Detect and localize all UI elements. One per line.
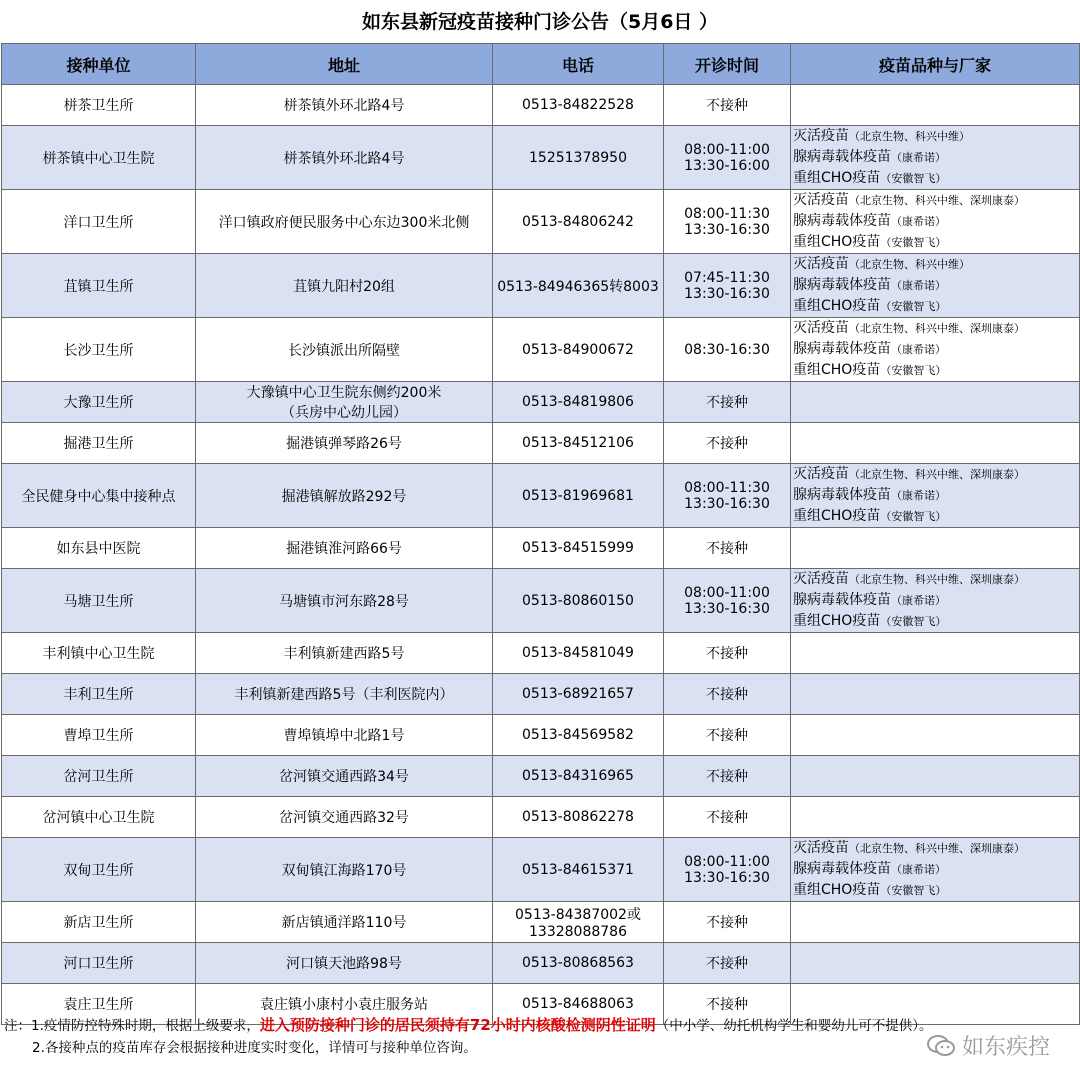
header-vaccines: 疫苗品种与厂家 — [791, 44, 1080, 85]
address-cell — [196, 464, 493, 528]
address-cell — [196, 674, 493, 715]
phone-cell — [493, 423, 664, 464]
hours-line: 13:30-16:00 — [684, 157, 770, 174]
phone-cell — [493, 797, 664, 838]
vaccine-name: 腺病毒载体疫苗 — [793, 861, 891, 877]
phone-line: 13328088786 — [529, 924, 627, 940]
vaccine-name: 腺病毒载体疫苗 — [793, 277, 891, 293]
vaccine-cell — [791, 756, 1080, 797]
vaccine-name: 重组CHO疫苗 — [793, 613, 881, 629]
address-cell — [196, 528, 493, 569]
address-line: 苴镇九阳村20组 — [293, 278, 395, 295]
phone-line: 0513-68921657 — [522, 686, 634, 702]
address-line: 丰利镇新建西路5号 — [283, 646, 405, 662]
unit-name: 大豫卫生所 — [63, 395, 134, 411]
address-line: （兵房中心幼儿园） — [281, 405, 407, 421]
phone-cell — [493, 674, 664, 715]
unit-cell — [2, 254, 196, 318]
hours-line: 不接种 — [706, 810, 748, 826]
vaccine-cell — [791, 715, 1080, 756]
table-row — [2, 464, 1080, 528]
vaccine-maker: （康希诺） — [891, 215, 946, 228]
hours-line: 不接种 — [706, 541, 748, 557]
address-cell — [196, 797, 493, 838]
hours-cell — [664, 190, 791, 254]
note-line-2: 2.各接种点的疫苗库存会根据接种进度实时变化，详情可与接种单位咨询。 — [32, 1040, 477, 1056]
watermark-text: 如东疾控 — [961, 1035, 1050, 1060]
phone-line: 0513-81969681 — [522, 487, 634, 504]
table-row — [2, 382, 1080, 423]
unit-name: 河口卫生所 — [63, 956, 134, 972]
vaccine-cell — [791, 423, 1080, 464]
hours-cell — [664, 254, 791, 318]
address-line: 河口镇天池路98号 — [286, 956, 402, 972]
hours-cell — [664, 85, 791, 126]
vaccine-cell — [791, 190, 1080, 254]
phone-line: 0513-84387002或 — [515, 907, 641, 923]
vaccine-cell — [791, 943, 1080, 984]
vaccine-maker: （安徽智飞） — [880, 615, 947, 628]
address-line: 新店镇通洋路110号 — [281, 915, 407, 931]
hours-line: 不接种 — [706, 98, 748, 114]
vaccine-name: 重组CHO疫苗 — [793, 170, 881, 186]
vaccine-cell — [791, 382, 1080, 423]
address-line: 岔河镇交通西路32号 — [279, 810, 409, 826]
vaccine-cell — [791, 126, 1080, 190]
hours-line: 不接种 — [706, 728, 748, 744]
vaccine-line — [793, 339, 1079, 360]
vaccine-line — [793, 464, 1079, 485]
unit-cell — [2, 943, 196, 984]
address-line: 马塘镇市河东路28号 — [279, 593, 409, 610]
unit-cell — [2, 464, 196, 528]
table-row — [2, 674, 1080, 715]
unit-cell — [2, 756, 196, 797]
address-cell — [196, 756, 493, 797]
address-cell — [196, 943, 493, 984]
vaccine-line — [793, 611, 1079, 632]
address-cell — [196, 633, 493, 674]
hours-line: 13:30-16:30 — [684, 495, 770, 512]
address-cell — [196, 85, 493, 126]
phone-line: 0513-80860150 — [522, 592, 634, 609]
vaccine-maker: （北京生物、科兴中维） — [849, 130, 970, 143]
table-row — [2, 943, 1080, 984]
hours-cell — [664, 715, 791, 756]
phone-cell — [493, 633, 664, 674]
address-cell — [196, 838, 493, 902]
hours-line: 不接种 — [706, 956, 748, 972]
address-cell — [196, 254, 493, 318]
unit-name: 马塘卫生所 — [63, 593, 134, 610]
table-row — [2, 797, 1080, 838]
phone-line: 0513-84615371 — [522, 861, 634, 878]
vaccine-name: 重组CHO疫苗 — [793, 882, 881, 898]
hours-line: 08:30-16:30 — [684, 341, 770, 358]
vaccine-maker: （北京生物、科兴中维） — [849, 258, 970, 271]
note-line-1 — [4, 1014, 1080, 1037]
unit-name: 岔河镇中心卫生院 — [42, 810, 155, 826]
address-line: 洋口镇政府便民服务中心东边300米北侧 — [218, 214, 470, 231]
phone-cell — [493, 569, 664, 633]
table-header-row — [2, 44, 1080, 85]
unit-name: 全民健身中心集中接种点 — [21, 488, 176, 505]
vaccine-maker: （康希诺） — [891, 279, 946, 292]
phone-line: 0513-84569582 — [522, 727, 634, 743]
table-row — [2, 190, 1080, 254]
vaccine-name: 灭活疫苗 — [793, 466, 849, 482]
vaccine-maker: （康希诺） — [891, 151, 946, 164]
vaccine-maker: （北京生物、科兴中维、深圳康泰） — [849, 322, 1025, 335]
vaccine-name: 腺病毒载体疫苗 — [793, 487, 891, 503]
hours-cell — [664, 902, 791, 943]
vaccine-maker: （安徽智飞） — [880, 884, 947, 897]
vaccine-maker: （北京生物、科兴中维、深圳康泰） — [849, 573, 1025, 586]
table-row — [2, 423, 1080, 464]
hours-line: 不接种 — [706, 769, 748, 785]
vaccine-cell — [791, 528, 1080, 569]
watermark — [926, 1030, 1050, 1061]
table-row — [2, 569, 1080, 633]
address-line: 掘港镇淮河路66号 — [286, 541, 402, 557]
vaccine-maker: （康希诺） — [891, 594, 946, 607]
vaccine-maker: （康希诺） — [891, 489, 946, 502]
phone-line: 0513-84316965 — [522, 768, 634, 784]
unit-name: 苴镇卫生所 — [63, 278, 134, 295]
unit-cell — [2, 797, 196, 838]
address-line: 大豫镇中心卫生院东侧约200米 — [246, 385, 442, 401]
address-line: 曹埠镇埠中北路1号 — [283, 728, 405, 744]
table-row — [2, 715, 1080, 756]
address-cell — [196, 423, 493, 464]
vaccine-line — [793, 590, 1079, 611]
vaccine-name: 腺病毒载体疫苗 — [793, 341, 891, 357]
unit-name: 长沙卫生所 — [63, 342, 134, 359]
hours-cell — [664, 838, 791, 902]
phone-line: 0513-84512106 — [522, 435, 634, 451]
header-phone: 电话 — [493, 44, 664, 85]
phone-line: 0513-80862278 — [522, 809, 634, 825]
unit-name: 栟茶镇中心卫生院 — [42, 150, 155, 167]
unit-name: 丰利镇中心卫生院 — [42, 646, 155, 662]
phone-cell — [493, 528, 664, 569]
vaccine-name: 灭活疫苗 — [793, 192, 849, 208]
unit-name: 新店卫生所 — [63, 915, 134, 931]
vaccine-line — [793, 485, 1079, 506]
vaccine-line — [793, 360, 1079, 381]
unit-cell — [2, 528, 196, 569]
hours-line: 不接种 — [706, 436, 748, 452]
vaccine-line — [793, 275, 1079, 296]
unit-cell — [2, 126, 196, 190]
vaccine-cell — [791, 902, 1080, 943]
hours-line: 不接种 — [706, 395, 748, 411]
phone-line: 0513-84515999 — [522, 540, 634, 556]
vaccine-name: 重组CHO疫苗 — [793, 362, 881, 378]
phone-line: 0513-84946365转8003 — [497, 278, 659, 295]
address-line: 掘港镇解放路292号 — [281, 488, 407, 505]
address-cell — [196, 318, 493, 382]
address-cell — [196, 569, 493, 633]
unit-cell — [2, 838, 196, 902]
hours-line: 13:30-16:30 — [684, 600, 770, 617]
hours-cell — [664, 674, 791, 715]
phone-cell — [493, 756, 664, 797]
phone-cell — [493, 382, 664, 423]
address-line: 丰利镇新建西路5号（丰利医院内） — [234, 687, 454, 703]
vaccine-name: 灭活疫苗 — [793, 571, 849, 587]
vaccine-cell — [791, 569, 1080, 633]
phone-line: 15251378950 — [529, 149, 627, 166]
vaccine-maker: （北京生物、科兴中维、深圳康泰） — [849, 194, 1025, 207]
unit-cell — [2, 423, 196, 464]
hours-line: 13:30-16:30 — [684, 285, 770, 302]
unit-cell — [2, 190, 196, 254]
unit-name: 栟茶卫生所 — [63, 98, 134, 114]
notes — [4, 1014, 1080, 1059]
vaccine-line — [793, 126, 1079, 147]
hours-cell — [664, 528, 791, 569]
vaccine-line — [793, 506, 1079, 527]
vaccine-cell — [791, 85, 1080, 126]
vaccine-line — [793, 232, 1079, 253]
address-line: 双甸镇江海路170号 — [281, 862, 407, 879]
vaccine-cell — [791, 318, 1080, 382]
address-cell — [196, 190, 493, 254]
vaccine-maker: （安徽智飞） — [880, 236, 947, 249]
vaccine-line — [793, 147, 1079, 168]
hours-line: 不接种 — [706, 997, 748, 1013]
hours-line: 08:00-11:00 — [684, 584, 770, 601]
vaccine-line — [793, 318, 1079, 339]
vaccine-maker: （安徽智飞） — [880, 364, 947, 377]
vaccine-name: 灭活疫苗 — [793, 128, 849, 144]
hours-cell — [664, 569, 791, 633]
phone-cell — [493, 318, 664, 382]
address-cell — [196, 382, 493, 423]
hours-line: 08:00-11:00 — [684, 141, 770, 158]
unit-cell — [2, 633, 196, 674]
vaccine-line — [793, 838, 1079, 859]
vaccine-name: 灭活疫苗 — [793, 256, 849, 272]
table-row — [2, 528, 1080, 569]
hours-cell — [664, 464, 791, 528]
phone-line: 0513-84806242 — [522, 213, 634, 230]
hours-cell — [664, 126, 791, 190]
note-1-suffix: （中小学、幼托机构学生和婴幼儿可不提供）。 — [655, 1018, 933, 1034]
unit-name: 双甸卫生所 — [63, 862, 134, 879]
phone-line: 0513-80868563 — [522, 955, 634, 971]
hours-line: 不接种 — [706, 646, 748, 662]
address-line: 掘港镇弹琴路26号 — [286, 436, 402, 452]
vaccine-line — [793, 168, 1079, 189]
address-cell — [196, 126, 493, 190]
vaccine-line — [793, 880, 1079, 901]
phone-cell — [493, 464, 664, 528]
vaccine-maker: （安徽智飞） — [880, 172, 947, 185]
vaccine-cell — [791, 464, 1080, 528]
vaccine-line — [793, 211, 1079, 232]
table-row — [2, 254, 1080, 318]
vaccine-maker: （北京生物、科兴中维、深圳康泰） — [849, 468, 1025, 481]
unit-name: 掘港卫生所 — [63, 436, 134, 452]
header-unit: 接种单位 — [2, 44, 196, 85]
unit-cell — [2, 382, 196, 423]
vaccine-cell — [791, 633, 1080, 674]
phone-cell — [493, 85, 664, 126]
vaccine-name: 腺病毒载体疫苗 — [793, 213, 891, 229]
hours-line: 08:00-11:30 — [684, 205, 770, 222]
unit-cell — [2, 569, 196, 633]
vaccine-line — [793, 296, 1079, 317]
phone-cell — [493, 254, 664, 318]
page-title: 如东县新冠疫苗接种门诊公告（5月6日 ） — [361, 11, 719, 33]
table-row — [2, 756, 1080, 797]
address-cell — [196, 902, 493, 943]
hours-cell — [664, 318, 791, 382]
vaccine-name: 灭活疫苗 — [793, 320, 849, 336]
clinic-table — [1, 43, 1080, 1025]
phone-line: 0513-84900672 — [522, 341, 634, 358]
phone-cell — [493, 838, 664, 902]
phone-line: 0513-84581049 — [522, 645, 634, 661]
vaccine-maker: （康希诺） — [891, 863, 946, 876]
vaccine-cell — [791, 797, 1080, 838]
address-cell — [196, 715, 493, 756]
address-line: 长沙镇派出所隔壁 — [288, 342, 400, 359]
table-row — [2, 126, 1080, 190]
phone-line: 0513-84819806 — [522, 394, 634, 410]
table-row — [2, 633, 1080, 674]
note-1-highlight: 进入预防接种门诊的居民须持有72小时内核酸检测阴性证明 — [259, 1016, 656, 1034]
header-hours: 开诊时间 — [664, 44, 791, 85]
unit-cell — [2, 715, 196, 756]
address-line: 岔河镇交通西路34号 — [279, 769, 409, 785]
note-1-prefix: 注：1.疫情防控特殊时期，根据上级要求， — [4, 1018, 260, 1034]
table-row — [2, 85, 1080, 126]
hours-line: 13:30-16:30 — [684, 221, 770, 238]
vaccine-line — [793, 254, 1079, 275]
hours-cell — [664, 423, 791, 464]
hours-line: 07:45-11:30 — [684, 269, 770, 286]
address-line: 栟茶镇外环北路4号 — [283, 150, 405, 167]
unit-cell — [2, 318, 196, 382]
phone-cell — [493, 902, 664, 943]
phone-line: 0513-84822528 — [522, 97, 634, 113]
wechat-icon — [926, 1033, 956, 1059]
table-row — [2, 318, 1080, 382]
hours-cell — [664, 943, 791, 984]
address-line: 袁庄镇小康村小袁庄服务站 — [260, 997, 428, 1013]
unit-name: 洋口卫生所 — [63, 214, 134, 231]
vaccine-name: 重组CHO疫苗 — [793, 234, 881, 250]
hours-cell — [664, 756, 791, 797]
vaccine-name: 腺病毒载体疫苗 — [793, 592, 891, 608]
vaccine-name: 重组CHO疫苗 — [793, 508, 881, 524]
unit-name: 岔河卫生所 — [63, 769, 134, 785]
address-line: 栟茶镇外环北路4号 — [283, 98, 405, 114]
header-address: 地址 — [196, 44, 493, 85]
unit-name: 丰利卫生所 — [63, 687, 134, 703]
unit-name: 如东县中医院 — [56, 541, 141, 557]
vaccine-cell — [791, 838, 1080, 902]
hours-cell — [664, 633, 791, 674]
hours-cell — [664, 382, 791, 423]
hours-line: 08:00-11:00 — [684, 853, 770, 870]
hours-line: 13:30-16:30 — [684, 869, 770, 886]
hours-line: 不接种 — [706, 687, 748, 703]
hours-line: 不接种 — [706, 915, 748, 931]
vaccine-maker: （安徽智飞） — [880, 300, 947, 313]
table-row — [2, 902, 1080, 943]
unit-name: 曹埠卫生所 — [63, 728, 134, 744]
vaccine-cell — [791, 674, 1080, 715]
vaccine-name: 腺病毒载体疫苗 — [793, 149, 891, 165]
vaccine-maker: （安徽智飞） — [880, 510, 947, 523]
hours-line: 08:00-11:30 — [684, 479, 770, 496]
unit-name: 袁庄卫生所 — [63, 997, 134, 1013]
vaccine-maker: （康希诺） — [891, 343, 946, 356]
vaccine-name: 重组CHO疫苗 — [793, 298, 881, 314]
unit-cell — [2, 85, 196, 126]
vaccine-name: 灭活疫苗 — [793, 840, 849, 856]
hours-cell — [664, 797, 791, 838]
phone-cell — [493, 715, 664, 756]
vaccine-line — [793, 190, 1079, 211]
vaccine-line — [793, 859, 1079, 880]
phone-cell — [493, 190, 664, 254]
phone-cell — [493, 126, 664, 190]
table-row — [2, 838, 1080, 902]
phone-line: 0513-84688063 — [522, 996, 634, 1012]
unit-cell — [2, 674, 196, 715]
vaccine-line — [793, 569, 1079, 590]
vaccine-cell — [791, 254, 1080, 318]
unit-cell — [2, 902, 196, 943]
table-body — [2, 85, 1080, 1025]
phone-cell — [493, 943, 664, 984]
vaccine-maker: （北京生物、科兴中维、深圳康泰） — [849, 842, 1025, 855]
